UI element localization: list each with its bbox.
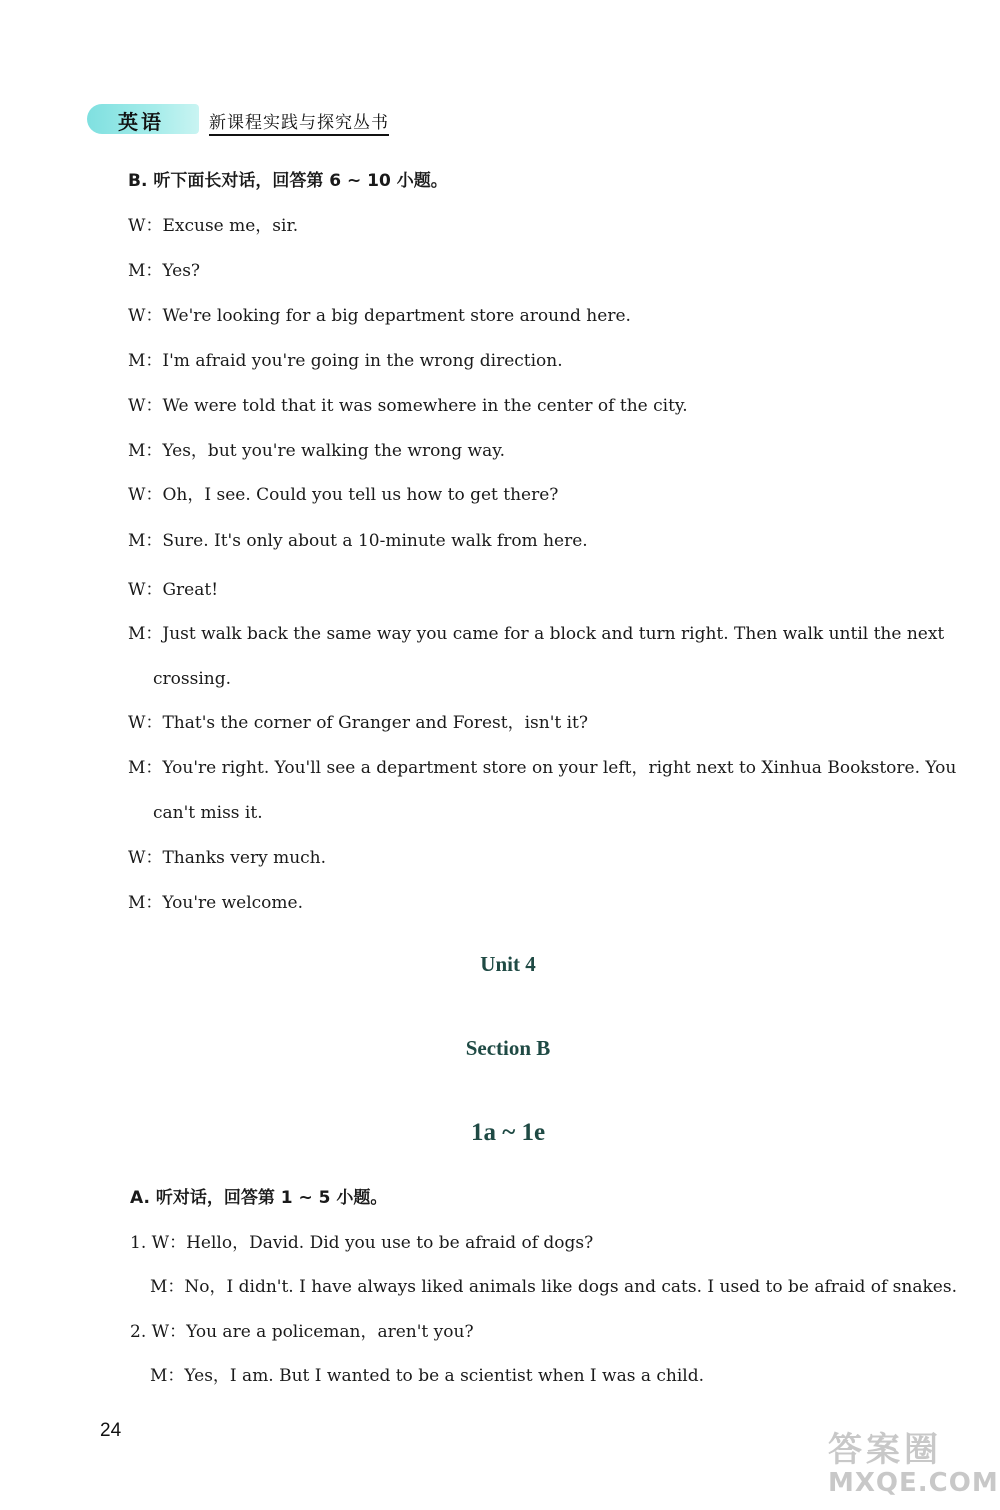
dialogue-line: W：Great! <box>128 580 219 600</box>
dialogue-line-continuation: can't miss it. <box>153 803 263 823</box>
dialogue-line-continuation: crossing. <box>153 669 232 689</box>
header-subject: 英语 <box>118 110 164 134</box>
page-number: 24 <box>100 1420 122 1441</box>
answer-line: M：No，I didn't. I have always liked animals like dogs and cats. I used to be afraid of snakes. <box>150 1277 957 1297</box>
unit-title: Unit 4 <box>480 952 536 976</box>
question-line: 2. W：You are a policeman，aren't you? <box>130 1322 474 1342</box>
dialogue-line: W：Thanks very much. <box>128 848 327 868</box>
dialogue-line: M：Yes? <box>128 261 201 281</box>
question-line: 1. W：Hello，David. Did you use to be afraid of dogs? <box>130 1233 594 1253</box>
header-series-title: 新课程实践与探究丛书 <box>209 108 389 136</box>
dialogue-line: W：Oh，I see. Could you tell us how to get there? <box>128 485 559 505</box>
part-title: 1a ~ 1e <box>470 1119 546 1146</box>
section-title: Section B <box>465 1036 551 1060</box>
dialogue-line: W：We're looking for a big department store around here. <box>128 306 631 326</box>
dialogue-line: M：Yes，but you're walking the wrong way. <box>128 441 505 461</box>
dialogue-line: M：You're right. You'll see a department store on your left，right next to Xinhua Bookstore. You <box>128 758 957 778</box>
answer-line: M：Yes，I am. But I wanted to be a scientist when I was a child. <box>150 1366 705 1386</box>
dialogue-line: M：Sure. It's only about a 10-minute walk from here. <box>128 531 588 551</box>
watermark-top-text: 答案圈 <box>828 1430 942 1470</box>
dialogue-line: W：We were told that it was somewhere in the center of the city. <box>128 396 688 416</box>
dialogue-line: M：You're welcome. <box>128 893 303 913</box>
dialogue-line: W：That's the corner of Granger and Forest，isn't it? <box>128 713 589 733</box>
section-b-heading: B. 听下面长对话，回答第 6 ~ 10 小题。 <box>128 171 448 191</box>
watermark-bottom-text: MXQE.COM <box>828 1468 999 1498</box>
dialogue-line: W：Excuse me，sir. <box>128 216 299 236</box>
dialogue-line: M：I'm afraid you're going in the wrong direction. <box>128 351 563 371</box>
dialogue-line: M：Just walk back the same way you came for a block and turn right. Then walk until the next <box>128 624 945 644</box>
watermark-logo <box>826 1422 999 1504</box>
section-a-heading: A. 听对话，回答第 1 ~ 5 小题。 <box>130 1188 388 1208</box>
